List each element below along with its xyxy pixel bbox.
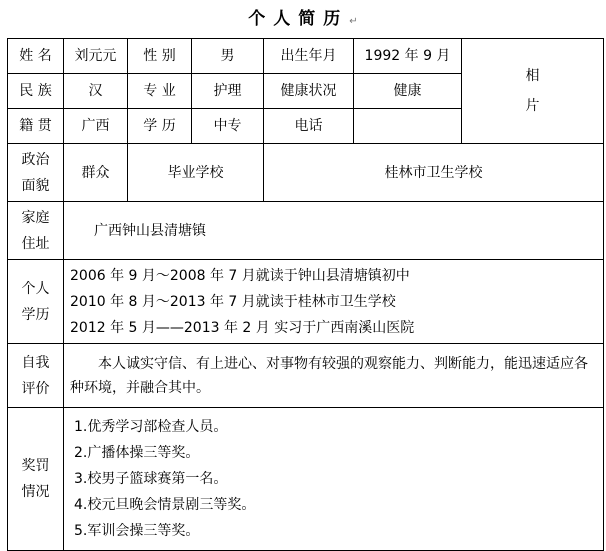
political-label-2: 面貌 [21, 177, 50, 194]
study-item: 2012 年 5 月——2013 年 2 月 实习于广西南溪山医院 [70, 319, 415, 336]
address-label-1: 家庭 [21, 209, 50, 226]
study-label-2: 学历 [21, 306, 50, 323]
name-label: 姓 名 [8, 39, 64, 74]
ethnicity-value: 汉 [64, 74, 128, 109]
study-item: 2006 年 9 月～2008 年 7 月就读于钟山县清塘镇初中 [70, 267, 410, 284]
self-eval-label-1: 自我 [21, 354, 50, 371]
address-value: 广西钟山县清塘镇 [64, 202, 604, 260]
education-value: 中专 [192, 109, 264, 144]
photo-label-1: 相 [525, 68, 540, 84]
awards-label-1: 奖罚 [21, 458, 50, 474]
row-address [8, 202, 604, 260]
ethnicity-label: 民 族 [8, 74, 64, 109]
paragraph-mark-icon: ↵ [349, 16, 358, 27]
political-label [8, 144, 64, 202]
page-title-text: 个人简历 [248, 9, 349, 29]
award-item: 5.军训会操三等奖。 [74, 523, 200, 539]
award-item: 1.优秀学习部检查人员。 [74, 419, 228, 435]
phone-value [354, 109, 462, 144]
awards-label [8, 408, 64, 551]
photo-label-2: 片 [525, 98, 540, 114]
birth-value: 1992 年 9 月 [354, 39, 462, 74]
major-value: 护理 [192, 74, 264, 109]
self-eval-label [8, 344, 64, 408]
award-item: 2.广播体操三等奖。 [74, 445, 200, 461]
awards-list [64, 408, 604, 551]
name-value: 刘元元 [64, 39, 128, 74]
gender-label: 性 别 [128, 39, 192, 74]
study-item: 2010 年 8 月～2013 年 7 月就读于桂林市卫生学校 [70, 293, 396, 310]
gender-value: 男 [192, 39, 264, 74]
row-political [8, 144, 604, 202]
study-list [64, 260, 604, 344]
resume-table [7, 38, 604, 551]
study-label [8, 260, 64, 344]
political-value: 群众 [64, 144, 128, 202]
school-label: 毕业学校 [128, 144, 264, 202]
major-label: 专 业 [128, 74, 192, 109]
phone-label: 电话 [264, 109, 354, 144]
page-title [0, 4, 606, 29]
award-item: 4.校元旦晚会情景剧三等奖。 [74, 497, 256, 513]
hometown-value: 广西 [64, 109, 128, 144]
self-eval-label-2: 评价 [21, 380, 50, 397]
political-label-1: 政治 [21, 151, 50, 168]
address-label-2: 住址 [21, 235, 50, 252]
photo-cell [462, 39, 604, 144]
education-label: 学 历 [128, 109, 192, 144]
row-study [8, 260, 604, 344]
awards-label-2: 情况 [21, 484, 50, 500]
row-awards [8, 408, 604, 551]
self-eval-value [64, 344, 604, 408]
hometown-label: 籍 贯 [8, 109, 64, 144]
self-eval-text: 本人诚实守信、有上进心、对事物有较强的观察能力、判断能力，能迅速适应各种环境，并融合其中。 [70, 355, 588, 396]
study-label-1: 个人 [21, 280, 50, 297]
row-basic-1 [8, 39, 604, 74]
health-value: 健康 [354, 74, 462, 109]
school-value: 桂林市卫生学校 [264, 144, 604, 202]
health-label: 健康状况 [264, 74, 354, 109]
address-label [8, 202, 64, 260]
row-self-eval [8, 344, 604, 408]
award-item: 3.校男子篮球赛第一名。 [74, 471, 228, 487]
birth-label: 出生年月 [264, 39, 354, 74]
